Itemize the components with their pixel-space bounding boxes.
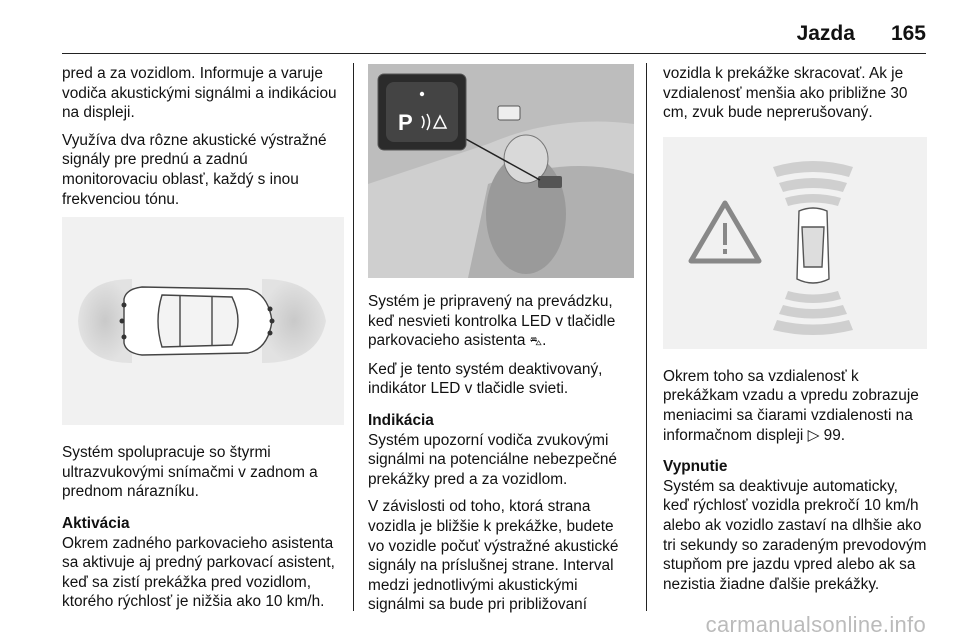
page-reference-icon: ▷ [807, 426, 820, 444]
paragraph: Systém spolupracuje so štyrmi ultrazvukovými snímačmi v zadnom a prednom nárazníku. [62, 444, 318, 501]
button-callout [378, 74, 466, 150]
column-2 [368, 64, 634, 623]
paragraph: Okrem toho sa vzdialenosť k prekážkam vzadu a vpredu zobrazuje meniacimi sa čiarami vzdialenosti na informačnom displeji ▷ 99. [663, 367, 919, 444]
car-top-view-icon [797, 208, 829, 283]
paragraph: Okrem zadného parkovacieho asistenta sa aktivuje aj predný parkovací asistent, keď sa zistí prekážka pred vozidlom, ktorého rýchlosť je nižšia ako 10 km/h. [62, 534, 335, 611]
distance-display-figure [663, 137, 927, 349]
page-number: 165 [890, 22, 926, 45]
paragraph: Systém sa deaktivuje automaticky, keď rýchlosť vozidla prekročí 10 km/h alebo ak vozidlo zastaví na dlhšie ako tri sekundy so zaradeným prevodovým stupňom pre jazdu vpred alebo ak sa nezistia žiadne ďalšie prekážky. [663, 477, 927, 593]
park-assist-button-photo [368, 64, 634, 278]
subheading-indication: Indikácia [368, 411, 434, 429]
column-divider-1 [353, 63, 354, 611]
paragraph: pred a za vozidlom. Informuje a varuje vodiča akustickými signálmi a indikáciou na displeji. [62, 65, 337, 122]
watermark: carmanualsonline.info [705, 612, 926, 637]
column-1 [62, 64, 344, 620]
column-divider-2 [646, 63, 647, 611]
paragraph: V závislosti od toho, ktorá strana vozidla je bližšie k prekážke, budete vo vozidle počuť výstražné akustické signály na príslušnej strane. Interval medzi jednotlivými akustickými signálmi sa bude pri približovaní [368, 498, 619, 614]
paragraph: vozidla k prekážke skracovať. Ak je vzdialenosť menšia ako približne 30 cm, zvuk bude neprerušovaný. [663, 65, 908, 122]
park-assist-symbol-icon: ⛍ [529, 334, 543, 349]
paragraph: Keď je tento systém deaktivovaný, indikátor LED v tlačidle svieti. [368, 360, 603, 398]
subheading-activation: Aktivácia [62, 514, 130, 532]
car-top-view-icon [124, 287, 272, 355]
paragraph: Využíva dva rôzne akustické výstražné signály pre prednú a zadnú monitorovaciu oblasť, každý s inou frekvenciou tónu. [62, 131, 327, 208]
header-rule [62, 53, 926, 54]
parking-sensor-zones-figure [62, 217, 344, 425]
subheading-deactivation: Vypnutie [663, 458, 728, 476]
page-header [797, 22, 926, 46]
column-3 [663, 64, 927, 602]
paragraph: Systém je pripravený na prevádzku, keď nesvieti kontrolka LED v tlačidle parkovacieho asistenta ⛍. [368, 293, 616, 350]
park-assist-button-label: P [398, 110, 413, 135]
front-distance-lines [773, 161, 853, 206]
rear-distance-lines [773, 291, 853, 335]
warning-triangle-icon [691, 203, 759, 261]
section-title: Jazda [796, 22, 855, 45]
paragraph: Systém upozorní vodiča zvukovými signálmi na potenciálne nebezpečné prekážky pred a za vozidlom. [368, 431, 617, 488]
